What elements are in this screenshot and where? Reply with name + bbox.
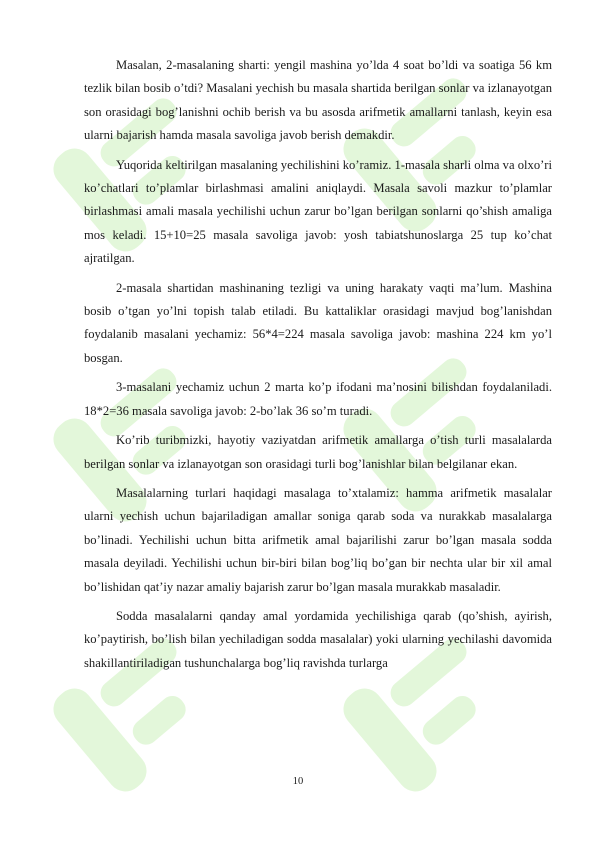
paragraph: Sodda masalalarni qanday amal yordamida yechilishiga qarab (qo’shish, ayirish, ko’paytirish, bo’lish bilan yechiladigan sodda masalalar) yoki ularning yechilashi davomida shakillantiriladigan tushunchalarga bog’liq ravishda turlarga [84,608,552,670]
paragraph: Ko’rib turibmizki, hayotiy vaziyatdan arifmetik amallarga o’tish turli masalalarda berilgan sonlar va izlanayotgan son orasidagi turli bog’lanishlar bilan belgilanar ekan. [84,433,552,471]
page-number: 10 [292,776,304,787]
document-body [84,54,552,681]
paragraph: 3-masalani yechamiz uchun 2 marta ko’p ifodani ma’nosini bilishdan foydalaniladi. 18*2=36 masala savoliga javob: 2-bo’lak 36 so’m turadi. [84,380,552,418]
paragraph: Masalan, 2-masalaning sharti: yengil mashina yo’lda 4 soat bo’ldi va soatiga 56 km tezlik bilan bosib o’tdi? Masalani yechish bu masala shartida berilgan sonlar va izlanayotgan son orasidagi bog’lanishni ochib berish va bu asosda arifmetik amallarni tanlash, keyin esa ularni bajarish hamda masala savoliga javob berish demakdir. [84,58,552,143]
paragraph: Yuqorida keltirilgan masalaning yechilishini ko’ramiz. 1-masala sharli olma va olxo’ri ko’chatlari to’plamlar birlashmasi amalini aniqlaydi. Masala savoli mazkur to’plamlar birlashmasi amali masala yechilishi uchun zarur bo’lgan berilgan sonlarni qo’shish amaliga mos keladi. 15+10=25 masala savoliga javob: yosh tabiatshunoslarga 25 tup ko’chat ajratilgan. [84,157,552,266]
paragraph: 2-masala shartidan mashinaning tezligi va uning harakaty vaqti ma’lum. Mashina bosib o’tgan yo’lni topish talab etiladi. Bu kattaliklar orasidagi mavjud bog’lanishdan foydalanib masalani yechamiz: 56*4=224 masala savoliga javob: mashina 224 km yo’l bosgan. [84,280,552,365]
paragraph: Masalalarning turlari haqidagi masalaga to’xtalamiz: hamma arifmetik masalalar ularni yechish uchun bajariladigan amallar soniga qarab soda va nurakkab masalalarga bo’linadi. Yechilishi uchun bitta arifmetik amal bajarilishi zarur bo’lgan masala sodda masala deyiladi. Yechilishi uchun bir-biri bilan bog’liq bo’gan bir nechta ular bir xil amal bo’lishidan qat’iy nazar amaliy bajarish zarur bo’lgan masala murakkab masaladir. [84,485,552,594]
